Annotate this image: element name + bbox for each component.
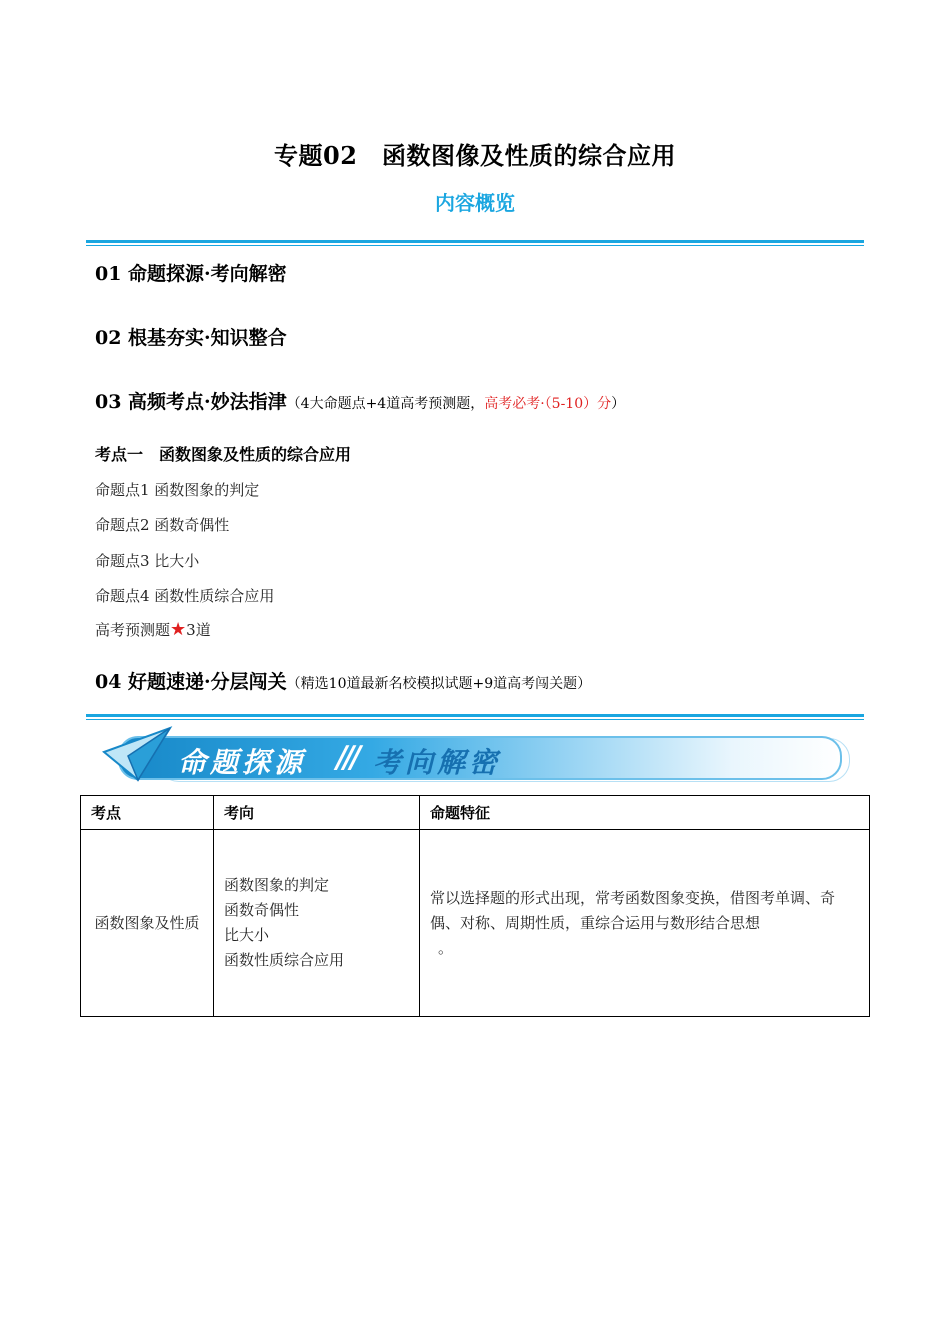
- cell-kaoxiang: [214, 830, 420, 1017]
- table-header-row: [81, 796, 870, 830]
- table-header-tezheng: 命题特征: [420, 796, 870, 830]
- section-03-note-post: ）: [611, 396, 626, 412]
- section-02-label: 02 根基夯实·知识整合: [95, 327, 287, 349]
- kaodian-item-1: 命题点1 函数图象的判定: [95, 481, 260, 499]
- kaoxiang-item-1: 函数图象的判定: [224, 876, 330, 894]
- divider-bottom: [86, 714, 864, 720]
- kaoxiang-item-3: 比大小: [224, 926, 270, 944]
- star-icon: ★: [170, 619, 187, 640]
- table-row: [81, 830, 870, 1017]
- cell-kaodian: 函数图象及性质: [81, 830, 214, 1017]
- section-01: [95, 259, 287, 286]
- kaodian-item-4: 命题点4 函数性质综合应用: [95, 587, 275, 605]
- kaodian-forecast: [95, 619, 211, 640]
- section-03-note-red: 高考必考·（5-10）分: [484, 396, 612, 412]
- tezheng-text: 常以选择题的形式出现，常考函数图象变换，借图考单调、奇偶、对称、周期性质，重综合运用与数形结合思想: [430, 888, 836, 932]
- section-03-label: 03 高频考点·妙法指津: [95, 391, 287, 413]
- banner-title-right: 考向解密: [373, 746, 502, 779]
- section-03-note-pre: （4大命题点+4道高考预测题，: [286, 396, 485, 412]
- banner-slashes: ///: [336, 740, 357, 775]
- section-03: [95, 387, 625, 414]
- kaoxiang-item-2: 函数奇偶性: [224, 901, 300, 919]
- banner-title-left: 命题探源: [178, 746, 307, 779]
- kaodian-heading: 考点一 函数图象及性质的综合应用: [95, 445, 352, 464]
- divider-top: [86, 240, 864, 246]
- section-04: [95, 667, 591, 694]
- paper-plane-icon: [98, 722, 178, 786]
- table-header-kaoxiang: 考向: [214, 796, 420, 830]
- forecast-count: 3道: [186, 621, 211, 639]
- page-title: 专题02 函数图像及性质的综合应用: [274, 141, 676, 170]
- kaodian-table: [80, 795, 870, 1017]
- table-header-kaodian: 考点: [81, 796, 214, 830]
- section-02: [95, 323, 287, 350]
- section-04-label: 04 好题速递·分层闯关: [95, 671, 287, 693]
- cell-tezheng: [420, 830, 870, 1017]
- page-subtitle: 内容概览: [435, 191, 515, 215]
- section-04-note: （精选10道最新名校模拟试题+9道高考闯关题）: [286, 676, 592, 692]
- section-03-note: [287, 396, 625, 412]
- tezheng-end: 。: [438, 938, 454, 957]
- section-01-label: 01 命题探源·考向解密: [95, 263, 287, 285]
- kaoxiang-item-4: 函数性质综合应用: [224, 951, 345, 969]
- section-banner: [98, 722, 850, 786]
- kaodian-item-3: 命题点3 比大小: [95, 552, 200, 570]
- kaodian-item-2: 命题点2 函数奇偶性: [95, 516, 230, 534]
- forecast-label: 高考预测题: [95, 621, 171, 639]
